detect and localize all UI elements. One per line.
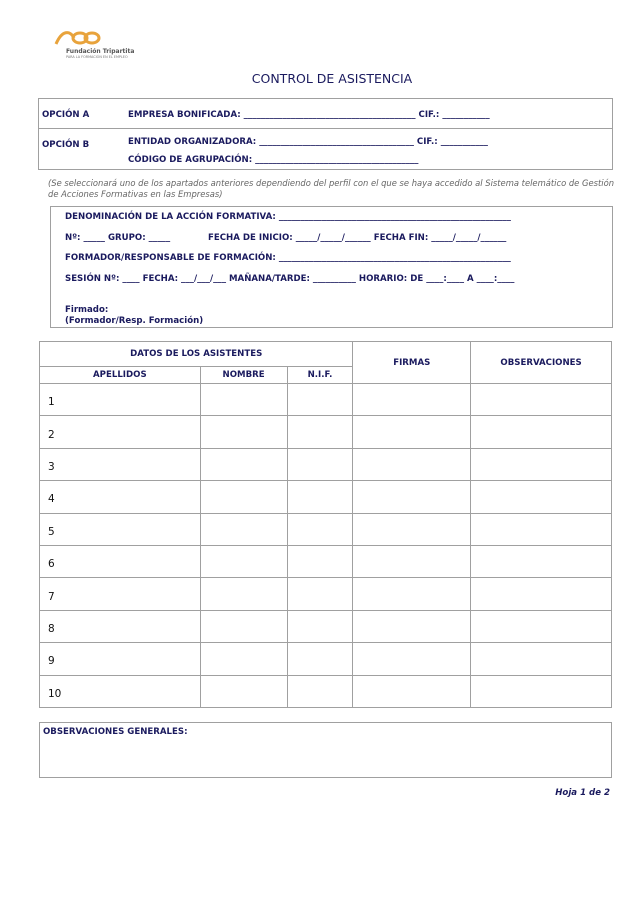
row-number: 7 (48, 590, 55, 603)
firmado-label: Firmado: (65, 305, 109, 315)
table-row (40, 384, 612, 416)
row-number-cell[interactable] (40, 610, 201, 642)
nif-cell[interactable] (287, 513, 353, 545)
nombre-cell[interactable] (200, 545, 287, 577)
logo-icon (52, 28, 102, 50)
firma-cell[interactable] (353, 610, 471, 642)
observaciones-header: OBSERVACIONES (471, 342, 612, 384)
observacion-cell[interactable] (471, 643, 612, 675)
row-number-cell[interactable] (40, 545, 201, 577)
firma-cell[interactable] (353, 416, 471, 448)
observacion-cell[interactable] (471, 610, 612, 642)
row-number-cell[interactable] (40, 675, 201, 707)
table-row (40, 675, 612, 707)
nif-cell[interactable] (287, 675, 353, 707)
table-row (40, 481, 612, 513)
row-number: 9 (48, 655, 55, 668)
nombre-cell[interactable] (200, 384, 287, 416)
table-row (40, 643, 612, 675)
row-number-cell[interactable] (40, 416, 201, 448)
opcion-a-line[interactable]: EMPRESA BONIFICADA: ________________________________________ CIF.: ___________ (128, 110, 490, 120)
observacion-cell[interactable] (471, 578, 612, 610)
nombre-cell[interactable] (200, 675, 287, 707)
nombre-cell[interactable] (200, 610, 287, 642)
attendance-table (39, 341, 612, 708)
observacion-cell[interactable] (471, 416, 612, 448)
row-number: 10 (48, 687, 62, 700)
table-row (40, 610, 612, 642)
nif-cell[interactable] (287, 545, 353, 577)
opcion-b-label: OPCIÓN B (42, 140, 90, 150)
firma-cell[interactable] (353, 675, 471, 707)
observacion-cell[interactable] (471, 675, 612, 707)
nombre-header: NOMBRE (200, 367, 287, 384)
logo-tagline: PARA LA FORMACIÓN EN EL EMPLEO (66, 55, 128, 59)
firma-cell[interactable] (353, 384, 471, 416)
page-title: CONTROL DE ASISTENCIA (251, 71, 413, 86)
observaciones-generales-label: OBSERVACIONES GENERALES: (43, 727, 188, 737)
opcion-b-line1[interactable]: ENTIDAD ORGANIZADORA: ____________________________________ CIF.: ___________ (128, 137, 488, 147)
nombre-cell[interactable] (200, 481, 287, 513)
divider (38, 128, 613, 129)
num-grupo-field[interactable]: Nº: _____ GRUPO: _____ (65, 233, 171, 243)
observacion-cell[interactable] (471, 448, 612, 480)
observacion-cell[interactable] (471, 481, 612, 513)
observacion-cell[interactable] (471, 545, 612, 577)
row-number-cell[interactable] (40, 513, 201, 545)
firma-cell[interactable] (353, 578, 471, 610)
firma-cell[interactable] (353, 513, 471, 545)
nif-cell[interactable] (287, 578, 353, 610)
table-row (40, 578, 612, 610)
table-row (40, 448, 612, 480)
observacion-cell[interactable] (471, 384, 612, 416)
firma-cell[interactable] (353, 481, 471, 513)
datos-asistentes-header: DATOS DE LOS ASISTENTES (40, 342, 353, 367)
row-number: 5 (48, 525, 55, 538)
firma-cell[interactable] (353, 448, 471, 480)
row-number: 6 (48, 558, 55, 571)
firma-cell[interactable] (353, 643, 471, 675)
nombre-cell[interactable] (200, 643, 287, 675)
selection-note: (Se seleccionará uno de los apartados anteriores dependiendo del perfil con el que se haya accedido al Sistema telemático de Gestión de Acciones Formativas en las Empresas) (48, 178, 615, 199)
accion-formativa-box (50, 206, 613, 328)
firma-cell[interactable] (353, 545, 471, 577)
sesion-field[interactable]: SESIÓN Nº: ____ FECHA: ___/___/___ MAÑANA/TARDE: __________ HORARIO: DE ____:____ A ____:____ (65, 274, 515, 284)
opcion-b-line2[interactable]: CÓDIGO DE AGRUPACIÓN: ______________________________________ (128, 155, 419, 165)
firmado-role: (Formador/Resp. Formación) (65, 316, 204, 326)
table-row (40, 545, 612, 577)
nombre-cell[interactable] (200, 416, 287, 448)
nombre-cell[interactable] (200, 513, 287, 545)
row-number: 2 (48, 428, 55, 441)
row-number-cell[interactable] (40, 643, 201, 675)
opcion-a-label: OPCIÓN A (42, 110, 90, 120)
row-number: 1 (48, 396, 55, 409)
formador-field[interactable]: FORMADOR/RESPONSABLE DE FORMACIÓN: ______________________________________________________ (65, 253, 511, 263)
apellidos-header: APELLIDOS (40, 367, 201, 384)
row-number: 8 (48, 622, 55, 635)
nombre-cell[interactable] (200, 578, 287, 610)
logo (52, 28, 142, 62)
denominacion-field[interactable]: DENOMINACIÓN DE LA ACCIÓN FORMATIVA: ______________________________________________________ (65, 212, 511, 222)
nif-cell[interactable] (287, 610, 353, 642)
nif-header: N.I.F. (287, 367, 353, 384)
firmas-header: FIRMAS (353, 342, 471, 384)
nombre-cell[interactable] (200, 448, 287, 480)
nif-cell[interactable] (287, 448, 353, 480)
row-number-cell[interactable] (40, 578, 201, 610)
row-number-cell[interactable] (40, 384, 201, 416)
row-number: 3 (48, 460, 55, 473)
fechas-field[interactable]: FECHA DE INICIO: _____/_____/______ FECHA FIN: _____/_____/______ (208, 233, 507, 243)
nif-cell[interactable] (287, 384, 353, 416)
nif-cell[interactable] (287, 416, 353, 448)
row-number-cell[interactable] (40, 481, 201, 513)
row-number: 4 (48, 493, 55, 506)
nif-cell[interactable] (287, 481, 353, 513)
row-number-cell[interactable] (40, 448, 201, 480)
page-number: Hoja 1 de 2 (555, 788, 610, 798)
logo-name: Fundación Tripartita (66, 48, 135, 55)
nif-cell[interactable] (287, 643, 353, 675)
observacion-cell[interactable] (471, 513, 612, 545)
table-row (40, 513, 612, 545)
table-row (40, 416, 612, 448)
